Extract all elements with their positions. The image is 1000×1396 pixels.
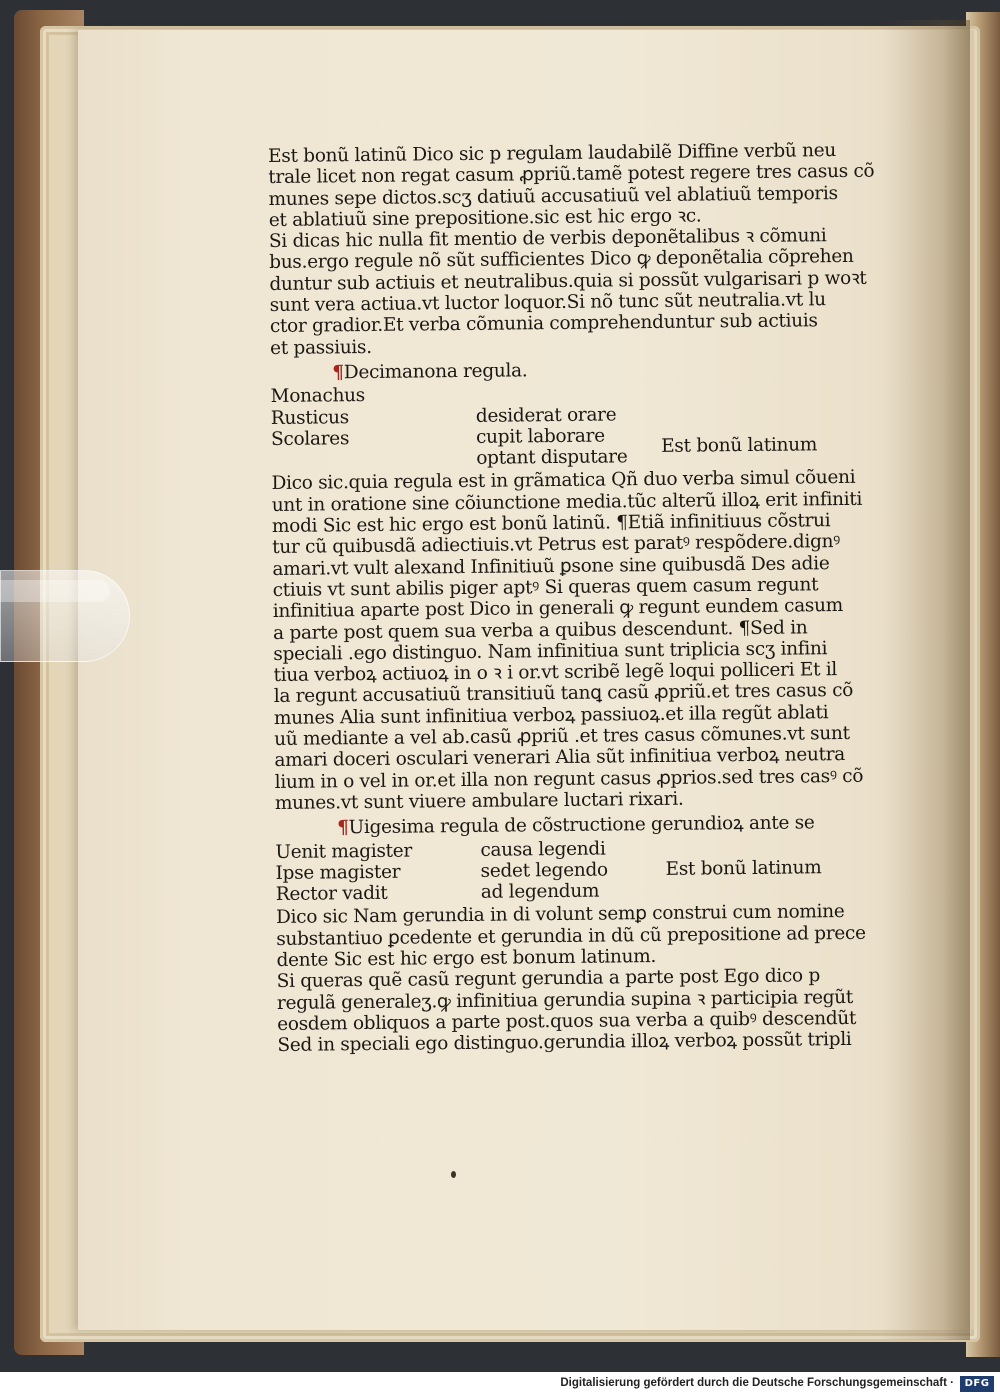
text-line: uũ mediante a vel ab.casũ ꝓpriũ .et tres casus cõmunes.vt sunt [274, 722, 850, 750]
gerund-cell: causa legendi [480, 838, 606, 861]
text-line: unt in oratione sine cõiunctione media.tũc alterũ illoꝝ erit infiniti [271, 488, 863, 516]
text-line: bus.ergo regule nõ sũt sufficientes Dico ꝙ deponẽtalia cõprehen [269, 246, 854, 274]
pilcrow-mark: ¶ [332, 362, 344, 384]
text-line: amari doceri osculari venerari Alia sũt infinitiua verboꝝ neutra [274, 744, 846, 772]
subject-cell: Uenit magister [275, 840, 413, 863]
text-line: ctiuis vt sunt abilis piger aptꝰ Si queras quem casum regunt [272, 574, 819, 601]
text-line: eosdem obliquos a parte post.quos sua verba a quibꝰ descendũt [277, 1007, 857, 1035]
text-line: et passiuis. [270, 336, 372, 359]
text-section-c [276, 901, 898, 1057]
text-line: ctor gradior.Et verba cõmunia comprehenduntur sub actiuis [269, 310, 818, 338]
text-line: munes Alia sunt infinitiua verboꝝ passiuoꝝ.et illa regũt ablati [273, 701, 829, 729]
text-line: Dico sic Nam gerundia in di volunt semꝑ construi cum nomine [275, 901, 845, 929]
text-line: modi Sic est hic ergo est bonũ latinũ. ¶Etiã infinitiuus cõstrui [271, 510, 831, 538]
bookmark-fold [0, 580, 110, 602]
text-line: tiua verboꝝ actiuoꝝ in o ꝛ i or.vt scribẽ legẽ loqui polliceri Et il [273, 659, 838, 687]
subject-cell: Scolares [270, 428, 350, 450]
incunabula-text [268, 140, 898, 1057]
heading-text: Decimanona regula. [343, 360, 528, 384]
verb-cell: desiderat orare [475, 403, 617, 427]
text-line: infinitiua aparte post Dico in generali ꝙ regunt eundem casum [272, 595, 844, 623]
digitization-footer [0, 1372, 1000, 1396]
funding-credit: Digitalisierung gefördert durch die Deutsche Forschungsgemeinschaft · [560, 1377, 954, 1389]
subject-cell: Rector vadit [275, 882, 388, 906]
subject-cell: Monachus [270, 385, 366, 408]
text-line: amari.vt vult alexand Infinitiuũ ꝑsone sine quibusdã Des adie [272, 552, 830, 580]
text-line: sunt vera actiua.vt luctor loquor.Si nõ tunc sũt neutralia.vt lu [269, 289, 826, 317]
text-line: duntur sub actiuis et neutralibus.quia si possũt vulgarisari p woꝛt [269, 267, 867, 295]
verb-cell: cupit laborare [475, 425, 605, 448]
verb-cell: optant disputare [476, 446, 628, 469]
text-line: munes.vt sunt viuere ambulare luctari rixari. [274, 788, 684, 814]
subject-cell: Ipse magister [275, 861, 401, 884]
text-line: trale licet non regat casum ꝓpriũ.tamẽ potest regere tres casus cõ [268, 160, 875, 189]
gerund-cell: ad legendum [480, 880, 600, 903]
text-line: Sed in speciali ego distinguo.gerundia illoꝝ verboꝝ possũt tripli [277, 1029, 852, 1057]
text-section-a [268, 140, 890, 359]
text-line: Si queras quẽ casũ regunt gerundia a parte post Ego dico p [276, 965, 821, 993]
verdict-cell: Est bonũ latinum [665, 857, 822, 880]
text-line: et ablatiuũ sine prepositione.sic est hic ergo ꝛc. [268, 205, 702, 231]
text-line: lium in o vel in or.et illa non regunt casus ꝓprios.sed tres casꝰ cõ [274, 765, 864, 793]
text-line: Si dicas hic nulla fit mentio de verbis deponẽtalibus ꝛ cõmuni [268, 225, 827, 253]
example-table-1 [271, 380, 892, 472]
text-section-b [271, 467, 895, 814]
wormhole-mark [451, 1171, 456, 1178]
text-line: Dico sic.quia regula est in grãmatica Qñ duo verba simul cõueni [271, 467, 856, 495]
text-line: regulã generaleʒ.ꝙ infinitiua gerundia supina ꝛ participia regũt [276, 986, 854, 1014]
example-table-2 [275, 835, 896, 905]
subject-cell: Rusticus [270, 406, 350, 429]
pilcrow-mark: ¶ [337, 817, 349, 839]
heading-text: Uigesima regula de cõstructione gerundioꝝ ante se [348, 812, 815, 839]
text-line: speciali .ego distinguo. Nam infinitiua sunt triplicia scʒ infini [273, 638, 828, 665]
text-line: a parte post quem sua verba a quibus descendunt. ¶Sed in [272, 616, 808, 644]
text-line: dente Sic est hic ergo est bonum latinum. [276, 945, 657, 971]
text-line: Est bonũ latinũ Dico sic p regulam laudabilẽ Diffine verbũ neu [268, 140, 837, 167]
text-line: la regunt accusatiuũ transitiuũ tanꝗ casũ ꝓpriũ.et tres casus cõ [273, 680, 854, 708]
verdict-cell: Est bonũ latinum [661, 433, 818, 457]
dfg-logo: DFG [960, 1376, 994, 1392]
text-line: tur cũ quibusdã adiectiuis.vt Petrus est paratꝰ respõdere.dignꝰ [272, 531, 841, 559]
text-line: munes sepe dictos.scʒ datiuũ accusatiuũ vel ablatiuũ temporis [268, 182, 838, 210]
text-line: substantiuo ꝑcedente et gerundia in dũ cũ prepositione ad prece [276, 922, 866, 950]
gerund-cell: sedet legendo [480, 859, 608, 882]
